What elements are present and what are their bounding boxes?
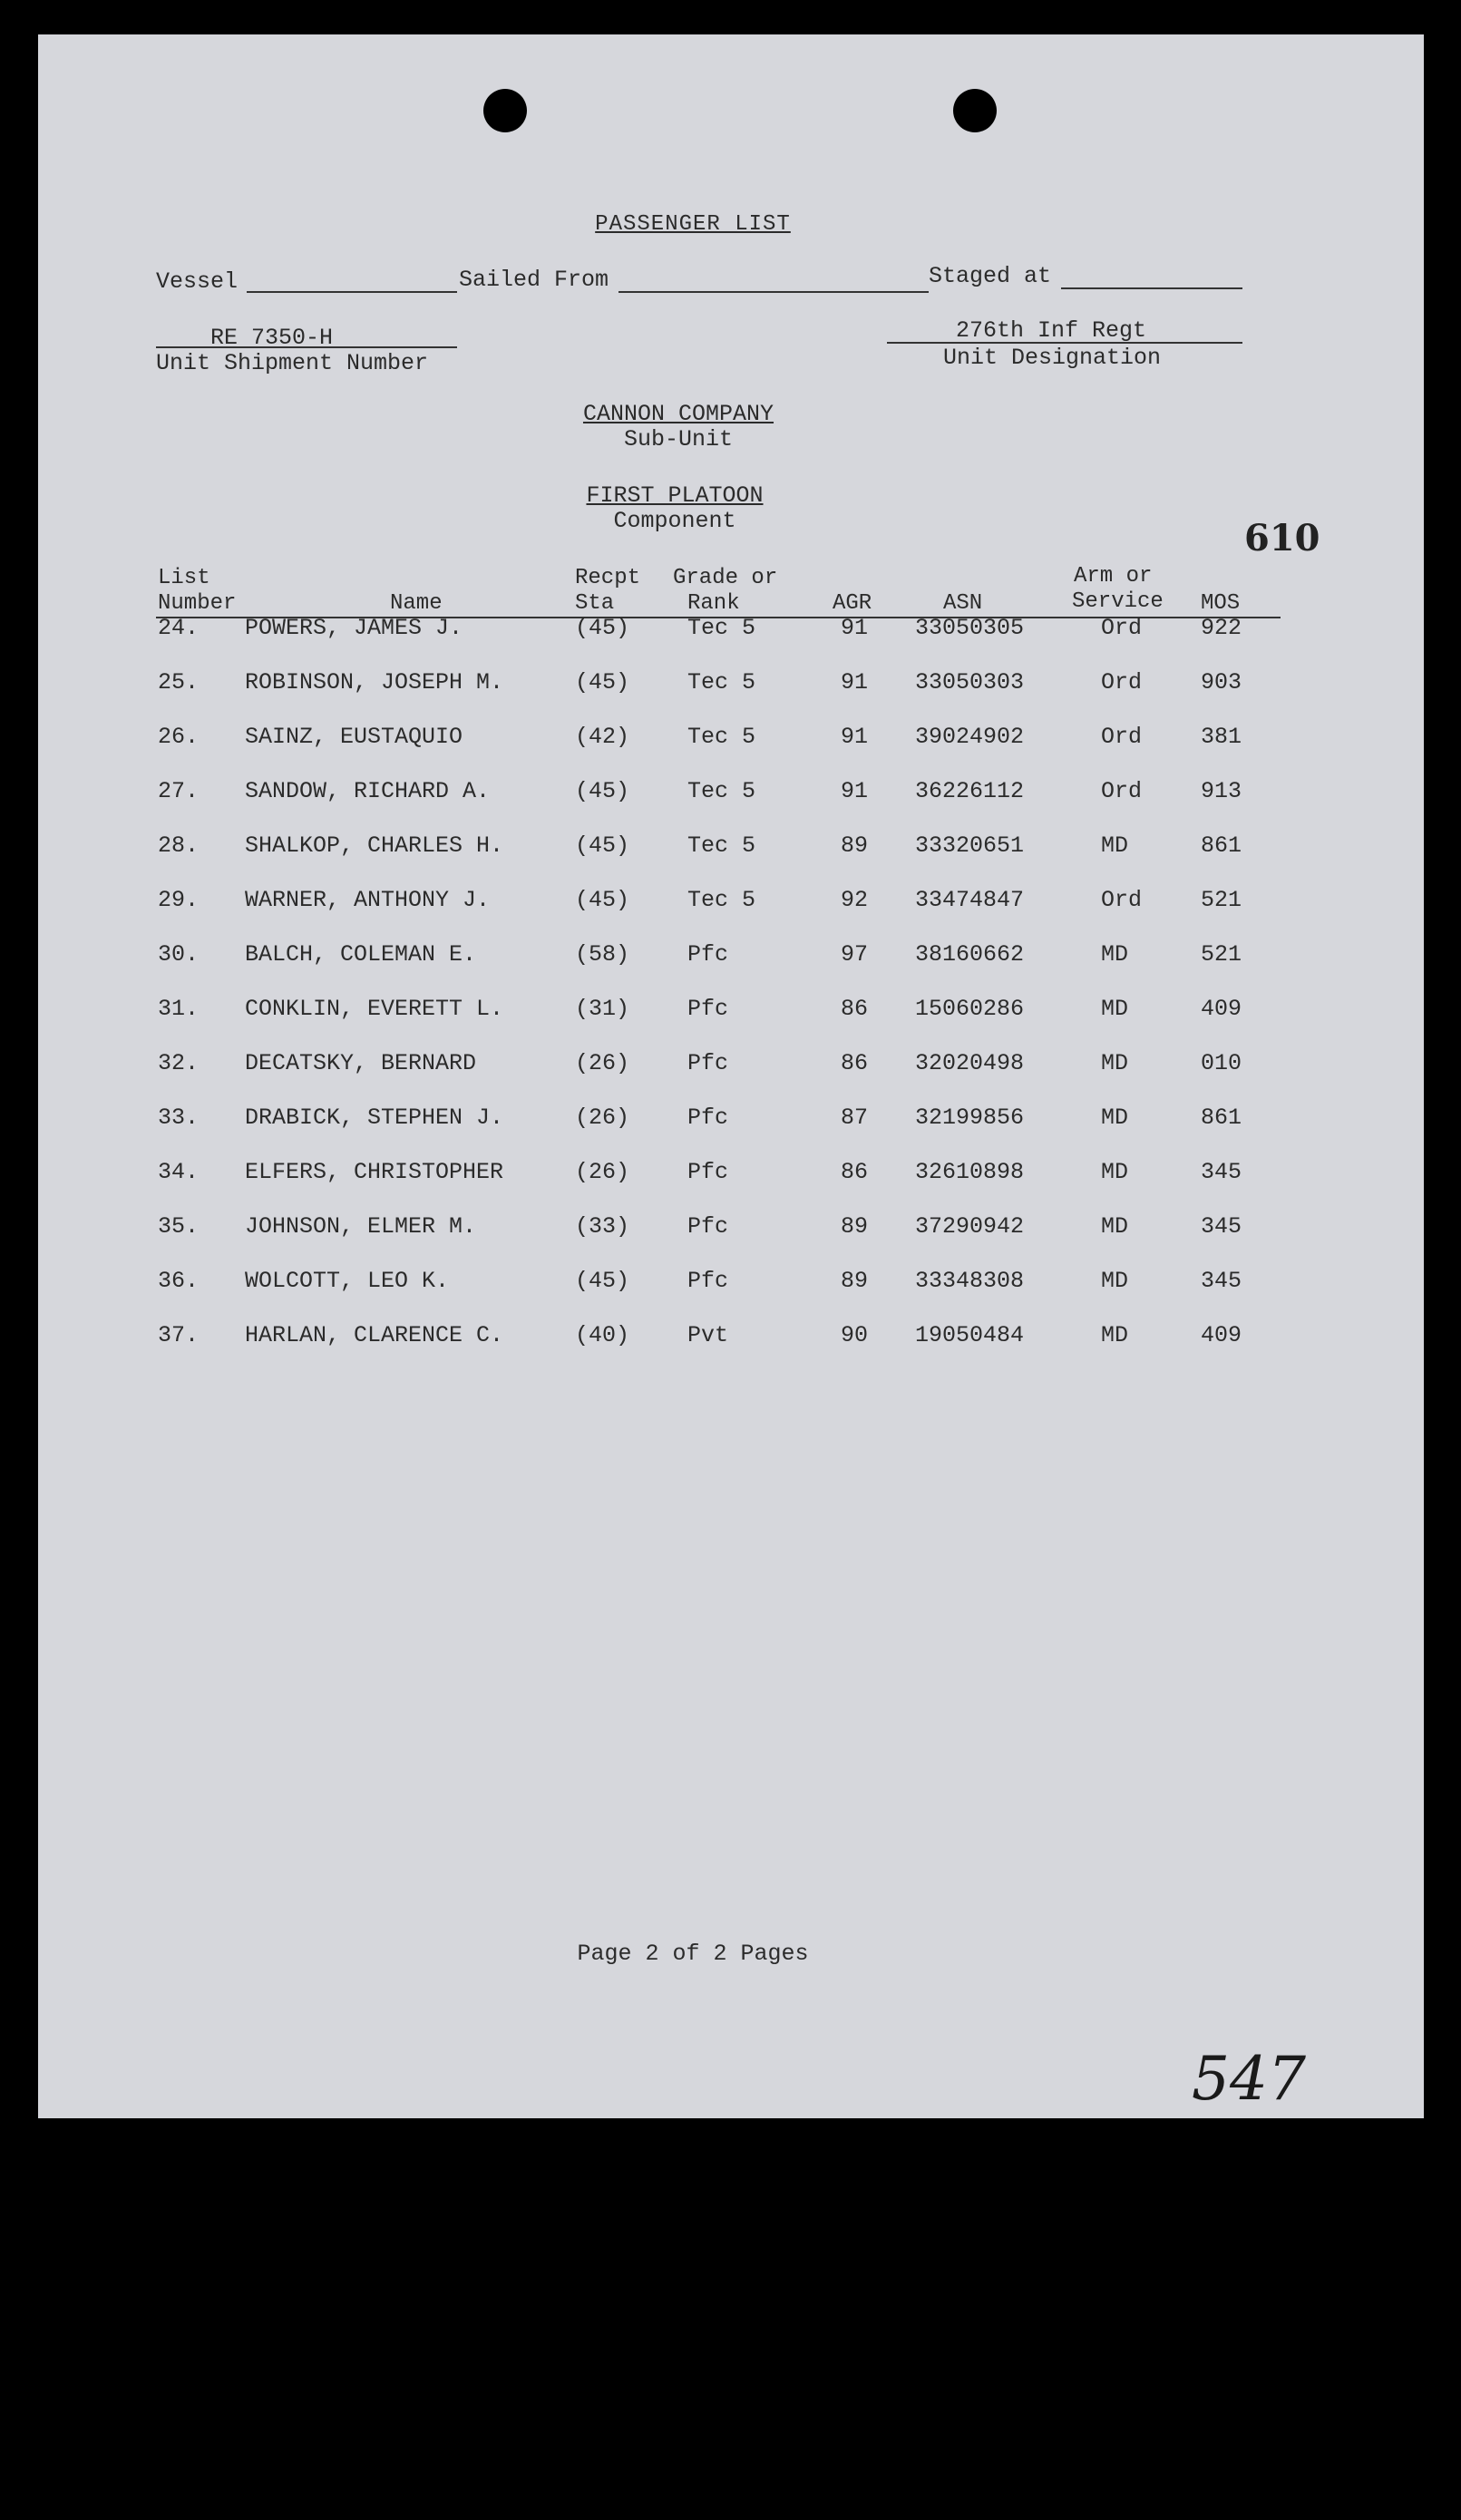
cell-agr: 91	[841, 615, 869, 641]
cell-arm: MD	[1101, 1213, 1129, 1240]
handwritten-number: 547	[1192, 2044, 1306, 2114]
table-row	[38, 615, 1424, 651]
unit-designation-line	[887, 342, 1242, 344]
cell-mos: 913	[1201, 778, 1242, 804]
cell-grade: Tec 5	[687, 724, 756, 750]
cell-agr: 86	[841, 1159, 869, 1185]
cell-name: WOLCOTT, LEO K.	[245, 1268, 450, 1294]
cell-num: 29.	[158, 887, 200, 913]
cell-name: SAINZ, EUSTAQUIO	[245, 724, 463, 750]
cell-mos: 409	[1201, 1322, 1242, 1348]
cell-num: 27.	[158, 778, 200, 804]
cell-grade: Pfc	[687, 941, 729, 968]
cell-arm: MD	[1101, 1268, 1129, 1294]
cell-num: 26.	[158, 724, 200, 750]
cell-asn: 33050303	[915, 669, 1025, 696]
cell-name: DRABICK, STEPHEN J.	[245, 1104, 504, 1131]
cell-arm: Ord	[1101, 724, 1143, 750]
cell-grade: Tec 5	[687, 778, 756, 804]
cell-num: 28.	[158, 832, 200, 859]
cell-arm: MD	[1101, 941, 1129, 968]
cell-mos: 345	[1201, 1159, 1242, 1185]
table-row	[38, 669, 1424, 705]
cell-grade: Tec 5	[687, 832, 756, 859]
header-grade	[673, 566, 777, 617]
cell-arm: Ord	[1101, 887, 1143, 913]
cell-agr: 89	[841, 1268, 869, 1294]
cell-grade: Pfc	[687, 1213, 729, 1240]
cell-num: 30.	[158, 941, 200, 968]
cell-num: 36.	[158, 1268, 200, 1294]
staged-at-label: Staged at	[929, 263, 1052, 289]
cell-arm: MD	[1101, 1159, 1129, 1185]
cell-grade: Pfc	[687, 1050, 729, 1076]
document-page	[38, 34, 1424, 2118]
cell-name: POWERS, JAMES J.	[245, 615, 463, 641]
staged-at-line	[1061, 287, 1242, 289]
cell-mos: 922	[1201, 615, 1242, 641]
page-footer: Page 2 of 2 Pages	[577, 1941, 809, 1967]
cell-name: HARLAN, CLARENCE C.	[245, 1322, 504, 1348]
cell-name: ELFERS, CHRISTOPHER	[245, 1159, 504, 1185]
cell-sta: (26)	[575, 1159, 630, 1185]
cell-num: 31.	[158, 996, 200, 1022]
cell-name: DECATSKY, BERNARD	[245, 1050, 477, 1076]
cell-num: 33.	[158, 1104, 200, 1131]
cell-agr: 91	[841, 724, 869, 750]
header-sta: Sta	[575, 591, 615, 616]
cell-sta: (26)	[575, 1050, 630, 1076]
table-row	[38, 1322, 1424, 1358]
cell-asn: 38160662	[915, 941, 1025, 968]
cell-arm: MD	[1101, 1104, 1129, 1131]
table-row	[38, 1268, 1424, 1304]
cell-arm: MD	[1101, 1050, 1129, 1076]
cell-grade: Tec 5	[687, 887, 756, 913]
header-recpt-sta	[575, 566, 640, 617]
cell-sta: (26)	[575, 1104, 630, 1131]
table-row	[38, 1159, 1424, 1195]
cell-mos: 381	[1201, 724, 1242, 750]
cell-arm: MD	[1101, 1322, 1129, 1348]
cell-name: SHALKOP, CHARLES H.	[245, 832, 504, 859]
header-rank: Rank	[687, 591, 740, 616]
cell-asn: 32199856	[915, 1104, 1025, 1131]
header-list-number	[158, 566, 236, 617]
cell-mos: 861	[1201, 832, 1242, 859]
cell-mos: 010	[1201, 1050, 1242, 1076]
cell-mos: 903	[1201, 669, 1242, 696]
vessel-label: Vessel	[156, 268, 239, 295]
cell-agr: 89	[841, 1213, 869, 1240]
cell-name: JOHNSON, ELMER M.	[245, 1213, 477, 1240]
cell-sta: (45)	[575, 832, 630, 859]
cell-asn: 32610898	[915, 1159, 1025, 1185]
cell-grade: Tec 5	[687, 615, 756, 641]
cell-mos: 409	[1201, 996, 1242, 1022]
cell-asn: 19050484	[915, 1322, 1025, 1348]
cell-mos: 345	[1201, 1268, 1242, 1294]
header-grade-or: Grade or	[673, 566, 778, 590]
cell-num: 34.	[158, 1159, 200, 1185]
unit-designation-label: Unit Designation	[943, 345, 1162, 371]
cell-asn: 36226112	[915, 778, 1025, 804]
header-mos: MOS	[1201, 591, 1241, 616]
cell-asn: 32020498	[915, 1050, 1025, 1076]
cell-grade: Tec 5	[687, 669, 756, 696]
cell-sta: (31)	[575, 996, 630, 1022]
sub-unit-label: Sub-Unit	[623, 426, 734, 452]
cell-agr: 92	[841, 887, 869, 913]
cell-agr: 90	[841, 1322, 869, 1348]
cell-agr: 86	[841, 996, 869, 1022]
header-recpt: Recpt	[575, 566, 641, 590]
cell-num: 35.	[158, 1213, 200, 1240]
cell-sta: (45)	[575, 615, 630, 641]
cell-arm: MD	[1101, 996, 1129, 1022]
cell-num: 32.	[158, 1050, 200, 1076]
punch-hole-left	[483, 89, 527, 132]
cell-asn: 33050305	[915, 615, 1025, 641]
cell-grade: Pfc	[687, 1159, 729, 1185]
cell-sta: (45)	[575, 1268, 630, 1294]
cell-name: SANDOW, RICHARD A.	[245, 778, 491, 804]
cell-agr: 91	[841, 669, 869, 696]
table-row	[38, 1104, 1424, 1141]
cell-sta: (45)	[575, 669, 630, 696]
header-number: Number	[158, 591, 237, 616]
cell-agr: 97	[841, 941, 869, 968]
cell-asn: 33348308	[915, 1268, 1025, 1294]
cell-num: 24.	[158, 615, 200, 641]
cell-arm: Ord	[1101, 669, 1143, 696]
shipment-number-line	[156, 346, 457, 348]
cell-name: BALCH, COLEMAN E.	[245, 941, 477, 968]
header-list: List	[158, 566, 210, 590]
cell-asn: 39024902	[915, 724, 1025, 750]
cell-asn: 33320651	[915, 832, 1025, 859]
cell-arm: Ord	[1101, 778, 1143, 804]
cell-agr: 87	[841, 1104, 869, 1131]
cell-mos: 521	[1201, 887, 1242, 913]
punch-hole-right	[953, 89, 997, 132]
stamp-number: 610	[1244, 517, 1320, 559]
sailed-from-line	[618, 291, 929, 293]
cell-agr: 91	[841, 778, 869, 804]
sub-unit: CANNON COMPANY	[582, 401, 774, 427]
table-row	[38, 887, 1424, 923]
cell-sta: (42)	[575, 724, 630, 750]
cell-asn: 37290942	[915, 1213, 1025, 1240]
header-arm-or: Arm or	[1074, 564, 1153, 589]
cell-agr: 86	[841, 1050, 869, 1076]
unit-designation: 276th Inf Regt	[956, 317, 1147, 344]
shipment-number: RE 7350-H	[210, 325, 334, 351]
header-asn: ASN	[943, 591, 983, 616]
cell-grade: Pfc	[687, 1104, 729, 1131]
cell-asn: 33474847	[915, 887, 1025, 913]
table-row	[38, 996, 1424, 1032]
header-service: Service	[1072, 589, 1164, 614]
table-row	[38, 778, 1424, 814]
table-row	[38, 724, 1424, 760]
cell-mos: 861	[1201, 1104, 1242, 1131]
table-row	[38, 1050, 1424, 1086]
header-agr: AGR	[833, 591, 872, 616]
header-arm-service	[1072, 564, 1164, 615]
table-row	[38, 1213, 1424, 1250]
component: FIRST PLATOON	[586, 482, 764, 509]
cell-name: CONKLIN, EVERETT L.	[245, 996, 504, 1022]
cell-arm: MD	[1101, 832, 1129, 859]
cell-grade: Pfc	[687, 1268, 729, 1294]
cell-sta: (33)	[575, 1213, 630, 1240]
cell-grade: Pvt	[687, 1322, 729, 1348]
cell-mos: 345	[1201, 1213, 1242, 1240]
cell-sta: (40)	[575, 1322, 630, 1348]
table-row	[38, 832, 1424, 869]
cell-grade: Pfc	[687, 996, 729, 1022]
page-title: PASSENGER LIST	[595, 212, 791, 237]
cell-sta: (45)	[575, 887, 630, 913]
component-label: Component	[613, 508, 736, 534]
cell-num: 37.	[158, 1322, 200, 1348]
cell-name: WARNER, ANTHONY J.	[245, 887, 491, 913]
cell-num: 25.	[158, 669, 200, 696]
shipment-number-label: Unit Shipment Number	[156, 350, 429, 376]
sailed-from-label: Sailed From	[459, 267, 609, 293]
cell-sta: (45)	[575, 778, 630, 804]
cell-name: ROBINSON, JOSEPH M.	[245, 669, 504, 696]
cell-agr: 89	[841, 832, 869, 859]
cell-arm: Ord	[1101, 615, 1143, 641]
header-name: Name	[390, 591, 443, 616]
cell-mos: 521	[1201, 941, 1242, 968]
vessel-line	[247, 291, 457, 293]
table-row	[38, 941, 1424, 978]
cell-asn: 15060286	[915, 996, 1025, 1022]
cell-sta: (58)	[575, 941, 630, 968]
